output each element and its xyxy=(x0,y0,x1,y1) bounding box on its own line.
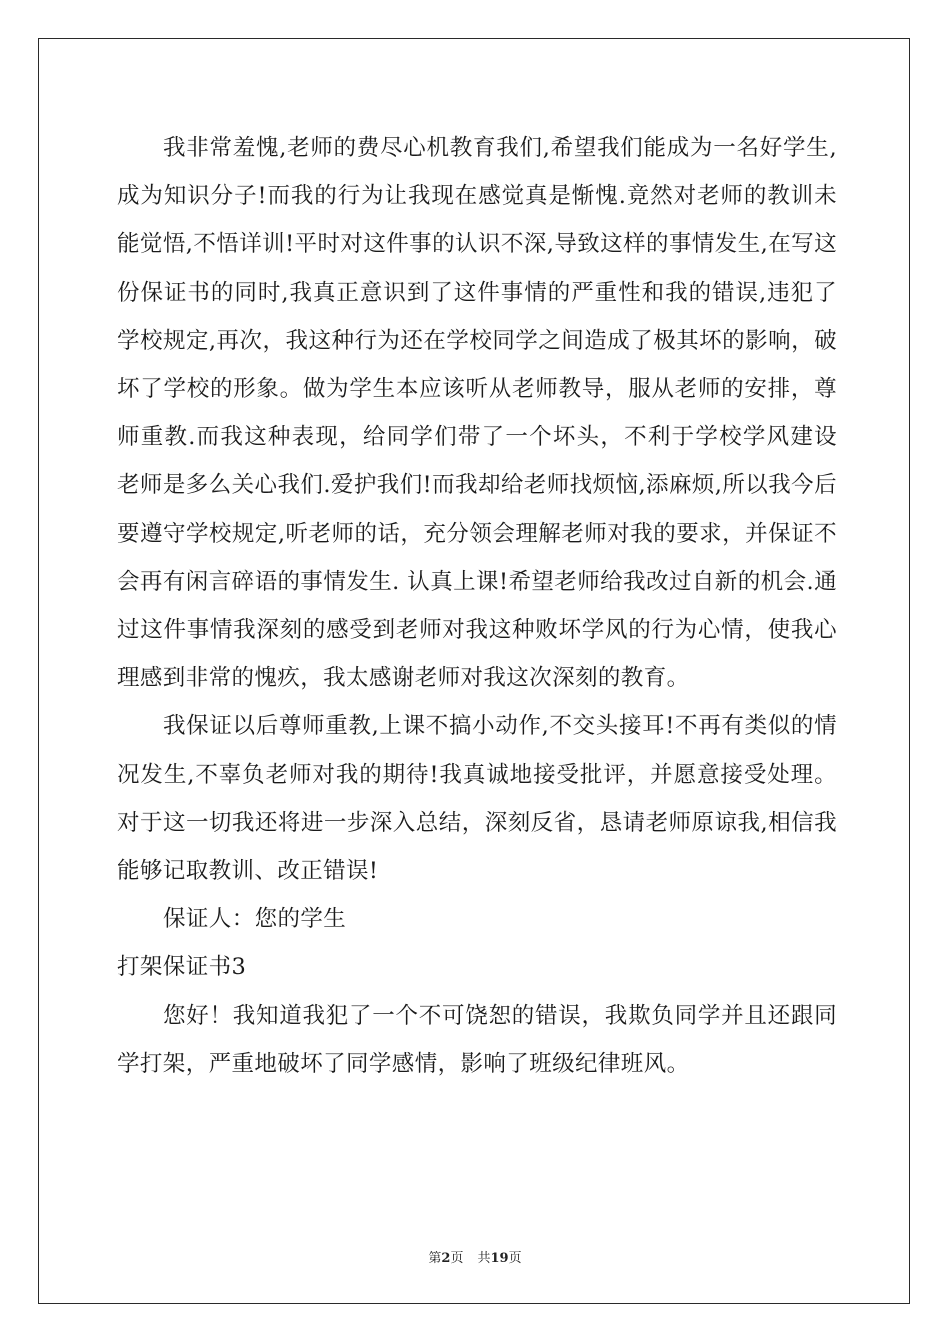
page-footer xyxy=(0,1247,950,1266)
paragraph-apology: 我非常羞愧,老师的费尽心机教育我们,希望我们能成为一名好学生,成为知识分子!而我的行为让我现在感觉真是惭愧.竟然对老师的教训未能觉悟,不悟详训!平时对这件事的认识不深,导致这样的事情发生,在写这份保证书的同时,我真正意识到了这件事情的严重性和我的错误,违犯了学校规定,再次，我这种行为还在学校同学之间造成了极其坏的影响，破坏了学校的形象。做为学生本应该听从老师教导，服从老师的安排，尊师重教.而我这种表现，给同学们带了一个坏头，不利于学校学风建设 老师是多么关心我们.爱护我们!而我却给老师找烦恼,添麻烦,所以我今后要遵守学校规定,听老师的话，充分领会理解老师对我的要求，并保证不会再有闲言碎语的事情发生. 认真上课!希望老师给我改过自新的机会.通过这件事情我深刻的感受到老师对我这种败坏学风的行为心情，使我心理感到非常的愧疚，我太感谢老师对我这次深刻的教育。 xyxy=(117,135,837,692)
document-body xyxy=(117,124,837,1088)
page-suffix: 页 xyxy=(450,1251,464,1266)
paragraph-signature: 保证人：您的学生 xyxy=(163,906,347,933)
total-suffix: 页 xyxy=(508,1251,522,1266)
total-prefix: 共 xyxy=(477,1251,491,1266)
paragraph-promise: 我保证以后尊师重教,上课不搞小动作,不交头接耳!不再有类似的情况发生,不辜负老师对我的期待!我真诚地接受批评，并愿意接受处理。对于这一切我还将进一步深入总结，深刻反省，恳请老师原谅我,相信我能够记取教训、改正错误! xyxy=(117,713,837,885)
paragraph-section-intro: 您好！我知道我犯了一个不可饶恕的错误，我欺负同学并且还跟同学打架，严重地破坏了同学感情，影响了班级纪律班风。 xyxy=(117,1002,837,1077)
page-number: 2 xyxy=(441,1251,451,1266)
page-prefix: 第 xyxy=(428,1251,442,1266)
total-pages: 19 xyxy=(490,1251,509,1266)
section-heading: 打架保证书3 xyxy=(117,954,247,981)
